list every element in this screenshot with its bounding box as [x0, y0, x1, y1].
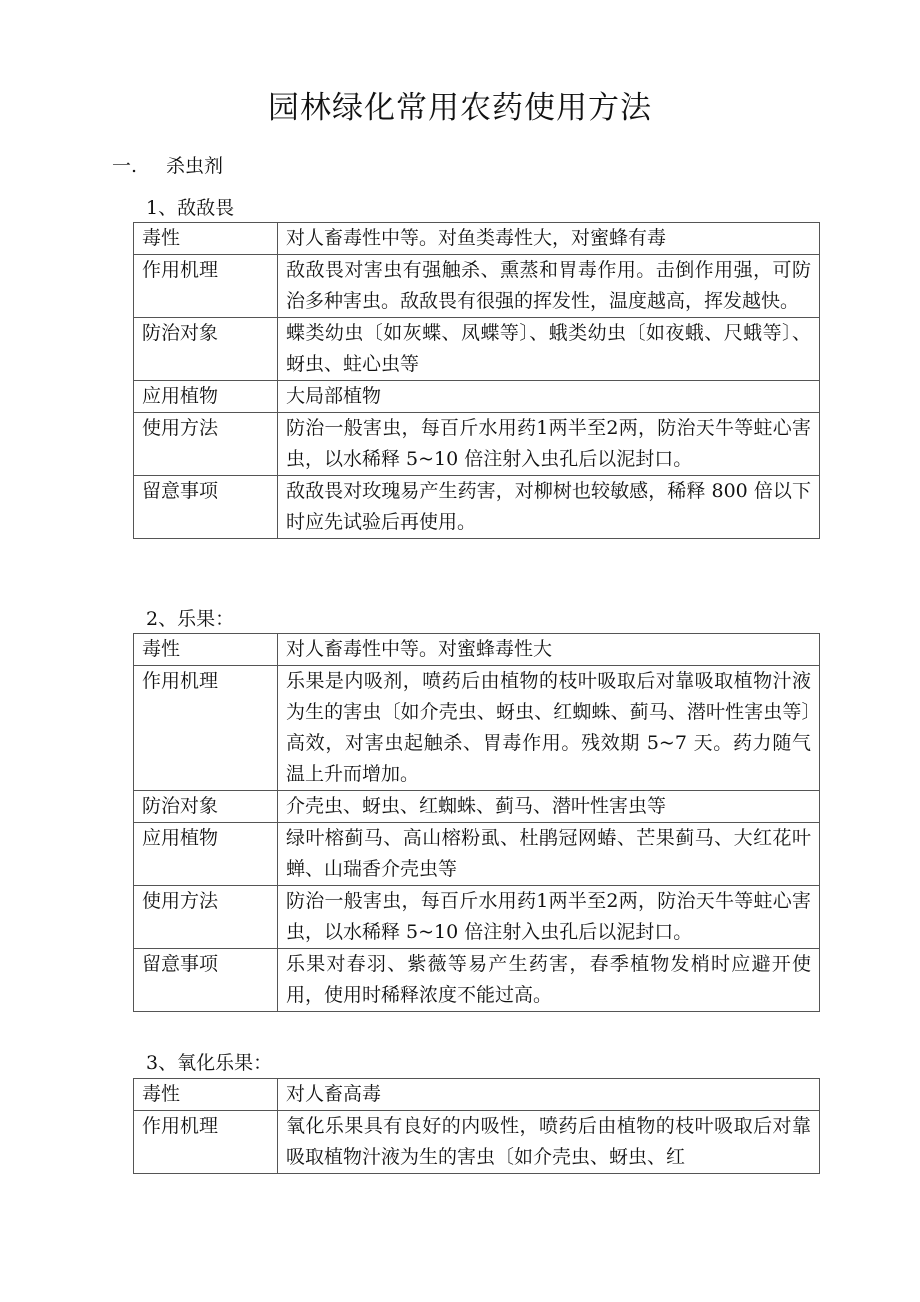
row-label: 留意事项	[134, 476, 278, 539]
row-value: 蝶类幼虫〔如灰蝶、凤蝶等〕、蛾类幼虫〔如夜蛾、尺蛾等〕、蚜虫、蛀心虫等	[278, 318, 820, 381]
row-label: 毒性	[134, 634, 278, 666]
pesticide-heading: 1、敌敌畏	[146, 197, 235, 219]
row-label: 应用植物	[134, 823, 278, 886]
page-cutoff	[0, 1078, 920, 1174]
row-label: 留意事项	[134, 949, 278, 1012]
section-label: 杀虫剂	[166, 155, 224, 177]
row-label: 防治对象	[134, 318, 278, 381]
row-label: 使用方法	[134, 886, 278, 949]
pesticide-table	[133, 633, 820, 1012]
row-value: 对人畜毒性中等。对蜜蜂毒性大	[278, 634, 820, 666]
row-value: 防治一般害虫，每百斤水用药1两半至2两，防治天牛等蛀心害虫，以水稀释 5~10 倍注射入虫孔后以泥封口。	[278, 886, 820, 949]
table-row	[134, 823, 820, 886]
table-row	[134, 476, 820, 539]
table-row	[134, 413, 820, 476]
pesticide-heading: 3、氧化乐果：	[146, 1052, 273, 1074]
pesticide-table	[133, 1078, 820, 1174]
row-label: 毒性	[134, 1079, 278, 1111]
row-label: 使用方法	[134, 413, 278, 476]
row-label: 作用机理	[134, 255, 278, 318]
table-row	[134, 318, 820, 381]
row-value: 氧化乐果具有良好的内吸性，喷药后由植物的枝叶吸取后对靠吸取植物汁液为生的害虫〔如介壳虫、蚜虫、红	[278, 1111, 820, 1174]
table-row	[134, 666, 820, 791]
row-label: 作用机理	[134, 666, 278, 791]
row-value: 敌敌畏对害虫有强触杀、熏蒸和胃毒作用。击倒作用强，可防治多种害虫。敌敌畏有很强的挥发性，温度越高，挥发越快。	[278, 255, 820, 318]
row-label: 防治对象	[134, 791, 278, 823]
row-label: 毒性	[134, 223, 278, 255]
row-value: 介壳虫、蚜虫、红蜘蛛、蓟马、潜叶性害虫等	[278, 791, 820, 823]
row-value: 对人畜毒性中等。对鱼类毒性大，对蜜蜂有毒	[278, 223, 820, 255]
row-label: 作用机理	[134, 1111, 278, 1174]
table-row	[134, 791, 820, 823]
table-row	[134, 634, 820, 666]
row-value: 敌敌畏对玫瑰易产生药害，对柳树也较敏感，稀释 800 倍以下时应先试验后再使用。	[278, 476, 820, 539]
row-value: 乐果是内吸剂，喷药后由植物的枝叶吸取后对靠吸取植物汁液为生的害虫〔如介壳虫、蚜虫、红蜘蛛、蓟马、潜叶性害虫等〕高效，对害虫起触杀、胃毒作用。残效期 5~7 天。药力随气温上升而增加。	[278, 666, 820, 791]
table-row	[134, 255, 820, 318]
row-value: 防治一般害虫，每百斤水用药1两半至2两，防治天牛等蛀心害虫，以水稀释 5~10 倍注射入虫孔后以泥封口。	[278, 413, 820, 476]
table-row	[134, 1079, 820, 1111]
page-title: 园林绿化常用农药使用方法	[268, 90, 652, 126]
row-value: 大局部植物	[278, 381, 820, 413]
pesticide-table	[133, 222, 820, 539]
row-label: 应用植物	[134, 381, 278, 413]
table-row	[134, 1111, 820, 1174]
row-value: 乐果对春羽、紫薇等易产生药害，春季植物发梢时应避开使用，使用时稀释浓度不能过高。	[278, 949, 820, 1012]
table-row	[134, 381, 820, 413]
row-value: 绿叶榕蓟马、高山榕粉虱、杜鹃冠网蝽、芒果蓟马、大红花叶蝉、山瑞香介壳虫等	[278, 823, 820, 886]
table-row	[134, 949, 820, 1012]
table-row	[134, 223, 820, 255]
table-row	[134, 886, 820, 949]
pesticide-heading: 2、乐果：	[146, 608, 235, 630]
section-number: 一.	[112, 155, 138, 177]
row-value: 对人畜高毒	[278, 1079, 820, 1111]
section-heading	[112, 151, 223, 178]
